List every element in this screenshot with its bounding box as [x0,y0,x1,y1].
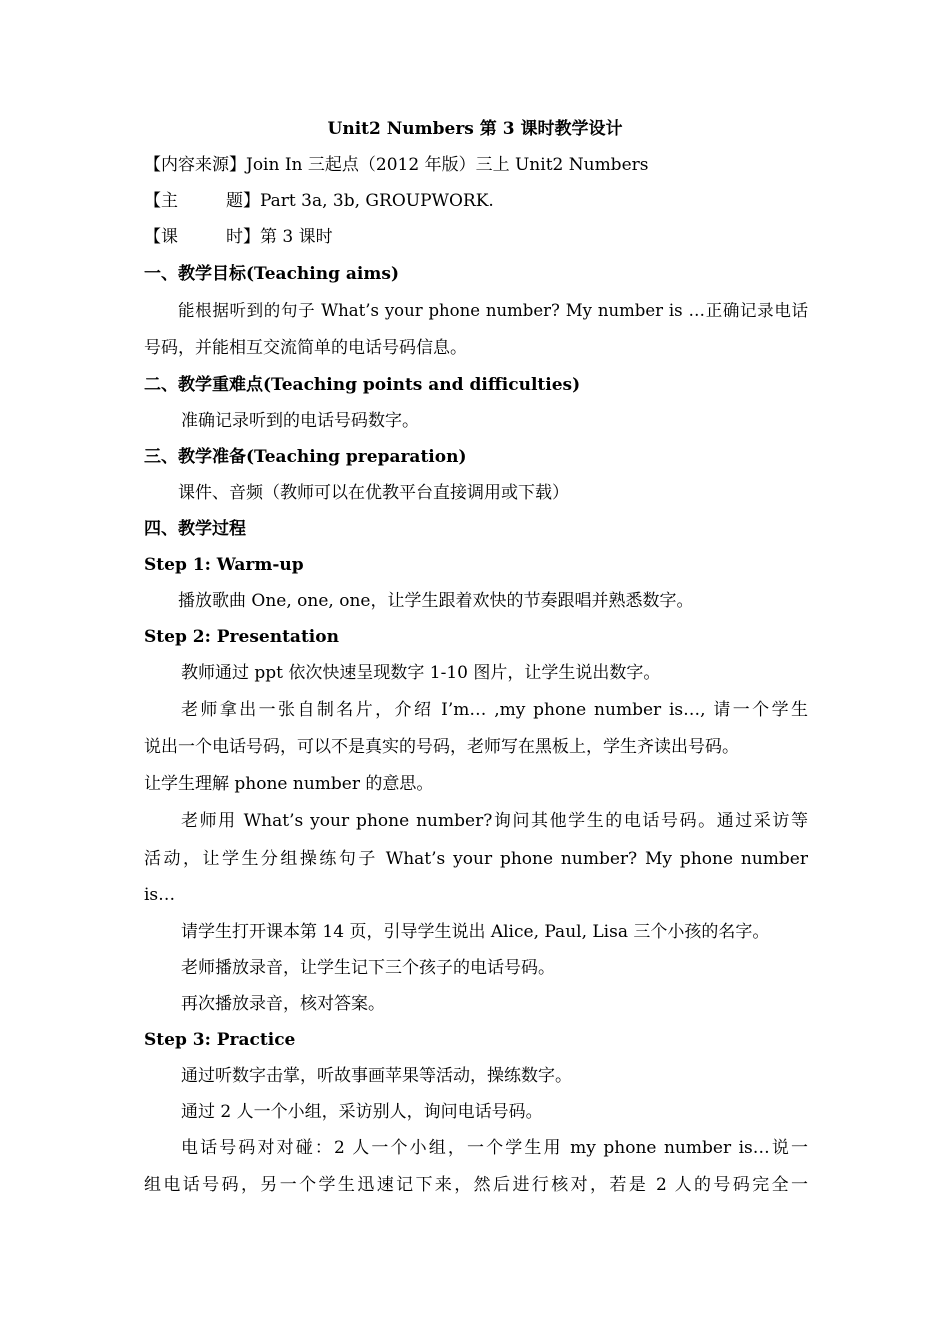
preparation-paragraph: 课件、音频（教师可以在优教平台直接调用或下载） [178,483,569,503]
step2-paragraph-2-line-2: 说出一个电话号码，可以不是真实的号码，老师写在黑板上，学生齐读出号码。 [144,737,739,757]
step2-paragraph-3-line-1: 老师用 What’s your phone number?询问其他学生的电话号码。通过采访等 [181,811,808,831]
section-heading-process: 四、教学过程 [144,519,246,539]
step2-paragraph-2-line-1: 老师拿出一张自制名片，介绍 I’m… ,my phone number is…, 请一个学生 [181,700,808,720]
step2-paragraph-2-line-3: 让学生理解 phone number 的意思。 [144,774,434,794]
step3-paragraph-3-line-1: 电话号码对对碰：2 人一个小组，一个学生用 my phone number is…说一 [181,1138,808,1158]
section-heading-points: 二、教学重难点(Teaching points and difficulties) [144,375,581,395]
aims-paragraph-line-1: 能根据听到的句子 What’s your phone number? My number is …正确记录电话 [178,301,808,320]
step3-paragraph-2: 通过 2 人一个小组，采访别人，询问电话号码。 [181,1102,543,1122]
step2-heading: Step 2: Presentation [144,627,339,647]
step2-paragraph-3-line-3: is… [144,885,176,905]
section-heading-preparation: 三、教学准备(Teaching preparation) [144,447,467,467]
meta-topic-label: 【主 [144,191,178,211]
step1-paragraph: 播放歌曲 One, one, one，让学生跟着欢快的节奏跟唱并熟悉数字。 [178,591,694,611]
step3-paragraph-1: 通过听数字击掌，听故事画苹果等活动，操练数字。 [181,1066,572,1086]
aims-paragraph-line-2: 号码，并能相互交流简单的电话号码信息。 [144,338,467,358]
meta-period [144,225,808,249]
step2-paragraph-4: 请学生打开课本第 14 页，引导学生说出 Alice, Paul, Lisa 三个小孩的名字。 [181,922,770,942]
points-paragraph: 准确记录听到的电话号码数字。 [181,411,419,431]
meta-source: 【内容来源】Join In 三起点（2012 年版）三上 Unit2 Numbers [144,155,649,175]
step3-paragraph-3-line-2: 组电话号码，另一个学生迅速记下来，然后进行核对，若是 2 人的号码完全一 [144,1175,808,1195]
step2-paragraph-5: 老师播放录音，让学生记下三个孩子的电话号码。 [181,958,555,978]
section-heading-aims: 一、教学目标(Teaching aims) [144,264,399,284]
step1-heading: Step 1: Warm-up [144,555,304,575]
step3-heading: Step 3: Practice [144,1030,296,1050]
meta-period-label: 【课 [144,227,178,247]
meta-period-value: 时】第 3 课时 [226,227,333,247]
step2-paragraph-1: 教师通过 ppt 依次快速呈现数字 1-10 图片，让学生说出数字。 [181,663,661,683]
page-title: Unit2 Numbers 第 3 课时教学设计 [327,119,623,139]
step2-paragraph-6: 再次播放录音，核对答案。 [181,994,385,1014]
meta-topic-value: 题】Part 3a, 3b, GROUPWORK. [226,191,494,211]
meta-topic [144,189,808,213]
step2-paragraph-3-line-2: 活动，让学生分组操练句子 What’s your phone number? My phone number [144,849,808,869]
